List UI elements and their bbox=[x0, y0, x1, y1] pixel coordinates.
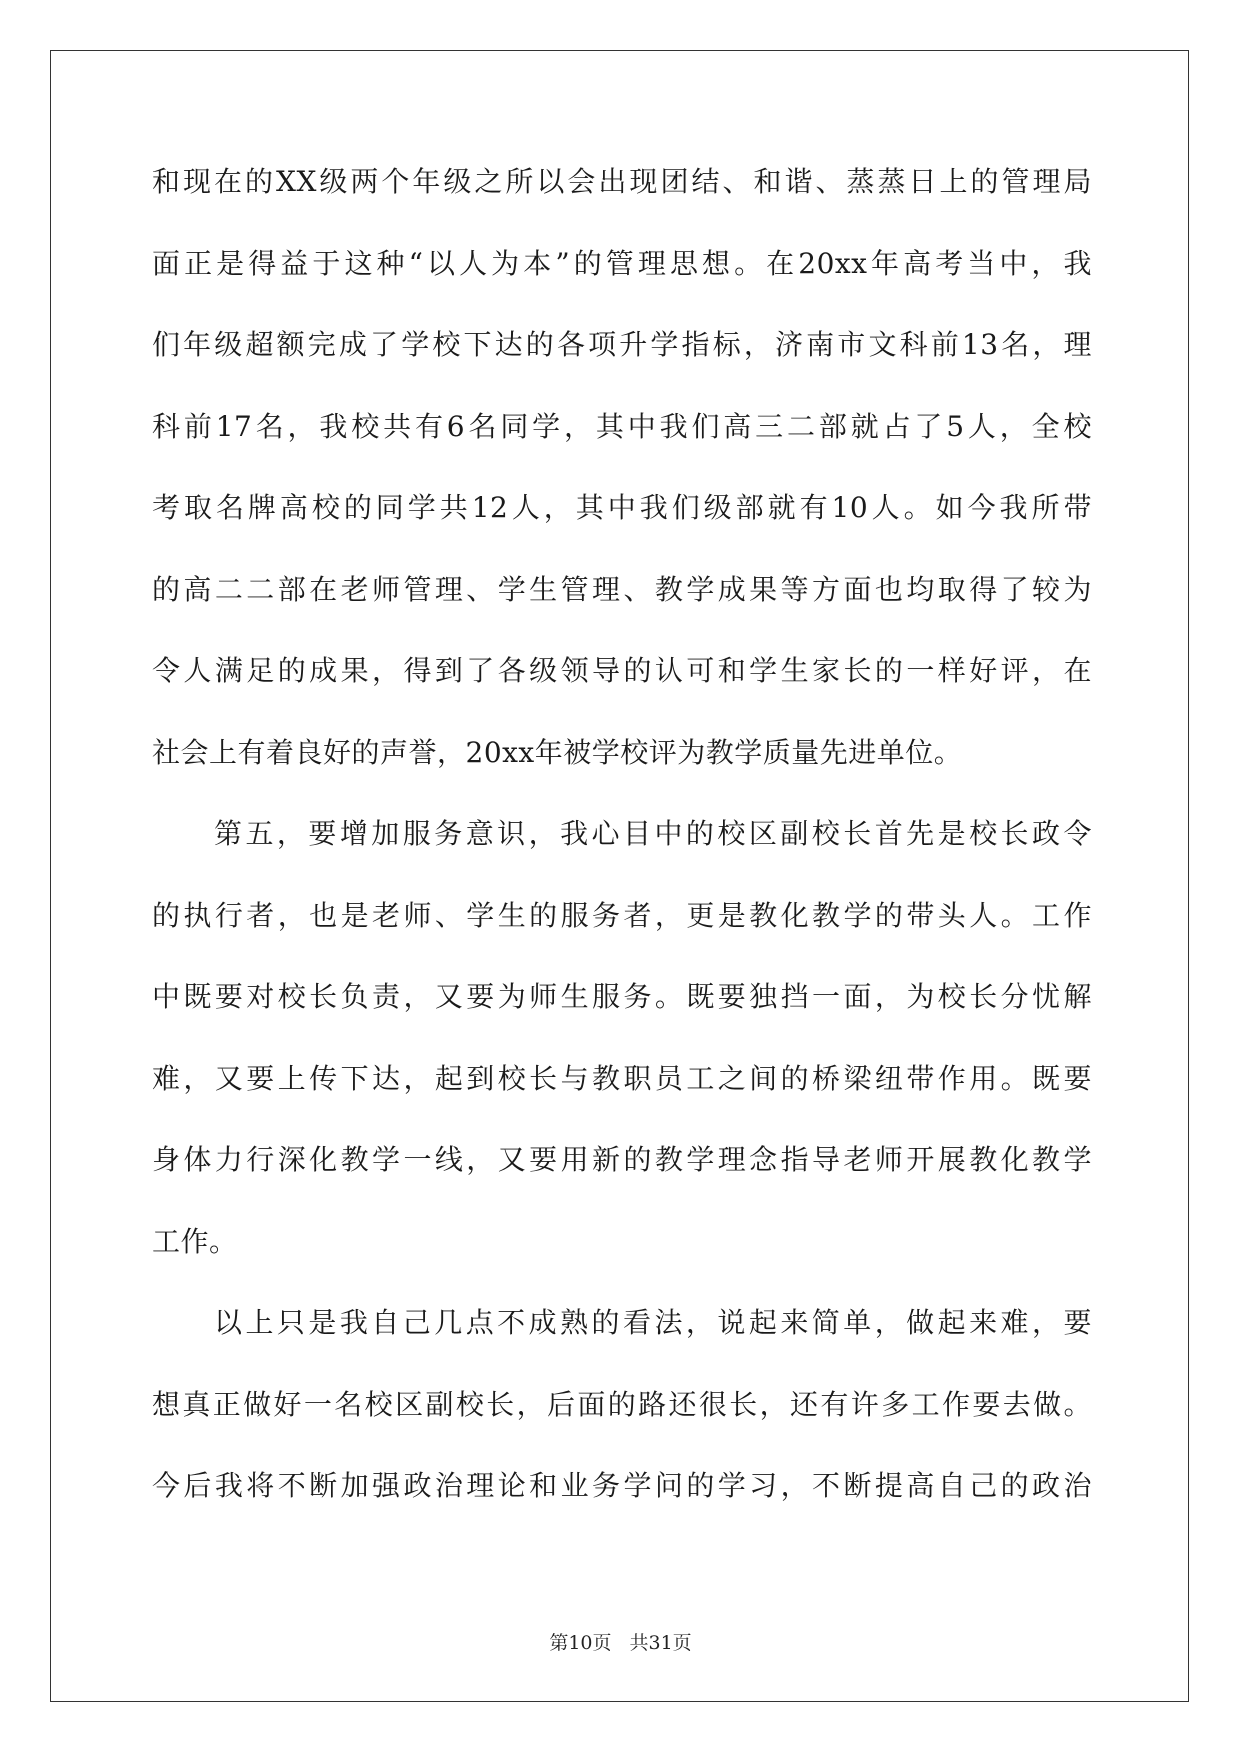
page-number: 第10页 bbox=[549, 1632, 612, 1654]
document-body bbox=[152, 152, 1092, 1538]
text-line: 今后我将不断加强政治理论和业务学问的学习，不断提高自己的政治 bbox=[152, 1469, 1092, 1502]
text-line: 科前17名，我校共有6名同学，其中我们高三二部就占了5人，全校 bbox=[152, 409, 1092, 443]
page-footer bbox=[0, 1628, 1241, 1655]
text-line: 难，又要上传下达，起到校长与教职员工之间的桥梁纽带作用。既要 bbox=[152, 1061, 1092, 1095]
text-line: 中既要对校长负责，又要为师生服务。既要独挡一面，为校长分忧解 bbox=[152, 980, 1092, 1013]
text-line: 身体力行深化教学一线，又要用新的教学理念指导老师开展教化教学 bbox=[152, 1143, 1092, 1176]
text-line: 令人满足的成果，得到了各级领导的认可和学生家长的一样好评，在 bbox=[152, 654, 1092, 687]
page-total: 共31页 bbox=[629, 1632, 692, 1654]
paragraph-end-line: 社会上有着良好的声誉，20xx年被学校评为教学质量先进单位。 bbox=[152, 735, 963, 769]
text-line: 面正是得益于这种“以人为本”的管理思想。在20xx年高考当中，我 bbox=[152, 246, 1092, 280]
text-line: 的执行者，也是老师、学生的服务者，更是教化教学的带头人。工作 bbox=[152, 898, 1092, 932]
text-line: 的高二二部在老师管理、学生管理、教学成果等方面也均取得了较为 bbox=[152, 572, 1092, 606]
paragraph-start-line: 第五，要增加服务意识，我心目中的校区副校长首先是校长政令 bbox=[214, 817, 1092, 850]
paragraph-end-line: 工作。 bbox=[152, 1224, 238, 1258]
text-line: 考取名牌高校的同学共12人，其中我们级部就有10人。如今我所带 bbox=[152, 491, 1092, 524]
paragraph-start-line: 以上只是我自己几点不成熟的看法，说起来简单，做起来难，要 bbox=[214, 1306, 1092, 1339]
text-line: 们年级超额完成了学校下达的各项升学指标，济南市文科前13名，理 bbox=[152, 328, 1092, 361]
text-line: 和现在的XX级两个年级之所以会出现团结、和谐、蒸蒸日上的管理局 bbox=[152, 165, 1092, 198]
text-line: 想真正做好一名校区副校长，后面的路还很长，还有许多工作要去做。 bbox=[152, 1387, 1092, 1421]
